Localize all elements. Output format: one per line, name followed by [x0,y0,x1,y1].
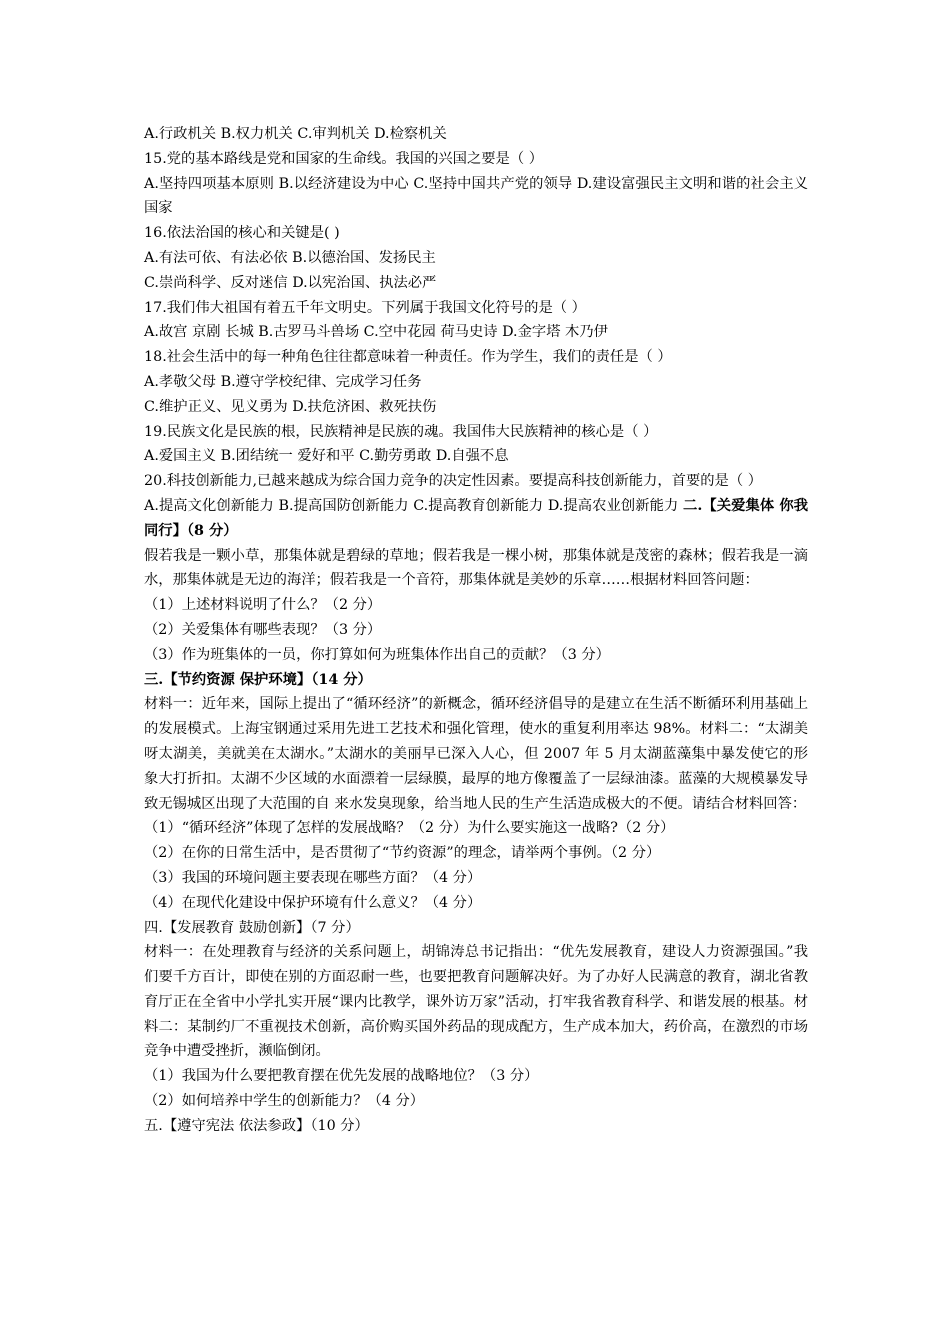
section-3-question-3: （3）我国的环境问题主要表现在哪些方面？（4 分） [144,869,482,886]
section-3-question-1: （1）“循环经济”体现了怎样的发展战略？（2 分）为什么要实施这一战略?（2 分） [144,820,675,837]
q20-options: A.提高文化创新能力 B.提高国防创新能力 C.提高教育创新能力 D.提高农业创新能力 [144,497,683,514]
q18-options-cd: C.维护正义、见义勇为 D.扶危济困、救死扶伤 [144,398,437,415]
q19-stem: 19.民族文化是民族的根，民族精神是民族的魂。我国伟大民族精神的核心是（ ） [144,423,658,440]
q20-stem: 20.科技创新能力,已越来越成为综合国力竞争的决定性因素。要提高科技创新能力，首要的是（ ） [144,473,762,490]
q14-options: A.行政机关 B.权力机关 C.审判机关 D.检察机关 [144,126,447,142]
q15-stem: 15.党的基本路线是党和国家的生命线。我国的兴国之要是（ ） [144,150,543,167]
q15-options: A.坚持四项基本原则 B.以经济建设为中心 C.坚持中国共产党的领导 D.建设富强民主文明和谐的社会主义国家 [144,175,808,217]
section-4-material: 材料一：在处理教育与经济的关系问题上，胡锦涛总书记指出：“优先发展教育，建设人力资源强国。”我们要千方百计，即使在别的方面忍耐一些，也要把教育问题解决好。为了办好人民满意的教育，湖北省教育厅正在全省中小学扎实开展“课内比教学，课外访万家”活动，打牢我省教育科学、和谐发展的根基。材料二：某制约厂不重视技术创新，高价购买国外药品的现成配方，生产成本加大，药价高，在激烈的市场竞争中遭受挫折，濒临倒闭。 [144,944,808,1060]
q18-options-ab: A.孝敬父母 B.遵守学校纪律、完成学习任务 [144,373,422,390]
section-4-question-1: （1）我国为什么要把教育摆在优先发展的战略地位？（3 分） [144,1068,539,1085]
q16-options-cd: C.崇尚科学、反对迷信 D.以宪治国、执法必严 [144,274,437,291]
section-3-question-2: （2）在你的日常生活中，是否贯彻了“节约资源”的理念，请举两个事例。（2 分） [144,845,661,862]
section-3-question-4: （4）在现代化建设中保护环境有什么意义？（4 分） [144,894,482,911]
section-4-heading: 四.【发展教育 鼓励创新】（7 分） [144,919,360,936]
q17-stem: 17.我们伟大祖国有着五千年文明史。下列属于我国文化符号的是（ ） [144,299,586,316]
section-4-question-2: （2）如何培养中学生的创新能力？（4 分） [144,1093,425,1110]
q16-options-ab: A.有法可依、有法必依 B.以德治国、发扬民主 [144,249,436,266]
q19-options: A.爱国主义 B.团结统一 爱好和平 C.勤劳勇敢 D.自强不息 [144,448,509,465]
section-2-question-2: （2）关爱集体有哪些表现？（3 分） [144,621,382,638]
section-3-material: 材料一：近年来，国际上提出了“循环经济”的新概念，循环经济倡导的是建立在生活不断循环利用基础上的发展模式。上海宝钢通过采用先进工艺技术和强化管理，使水的重复利用率达 98%。材料二：“太湖美呀太湖美，美就美在太湖水。”太湖水的美丽早已深入人心，但 2007 年 5 月太湖蓝藻集中暴发使它的形象大打折扣。太湖不少区域的水面漂着一层绿膜，最厚的地方像覆盖了一层绿油漆。蓝藻的大规模暴发导致无锡城区出现了大范围的自 来水发臭现象，给当地人民的生产生活造成极大的不便。请结合材料回答： [144,696,808,812]
section-2-heading: 二.【关爱集体 你我同行】（8 分） [144,497,808,539]
section-2-material: 假若我是一颗小草，那集体就是碧绿的草地；假若我是一棵小树，那集体就是茂密的森林；假若我是一滴水，那集体就是无边的海洋；假若我是一个音符，那集体就是美妙的乐章……根据材料回答问题： [144,547,808,589]
section-2-question-1: （1）上述材料说明了什么？（2 分） [144,597,382,614]
q18-stem: 18.社会生活中的每一种角色往往都意味着一种责任。作为学生，我们的责任是（ ） [144,349,672,366]
section-2-question-3: （3）作为班集体的一员，你打算如何为班集体作出自己的贡献？（3 分） [144,646,610,663]
q16-stem: 16.依法治国的核心和关键是( ) [144,225,340,242]
q20-options-and-section-2-heading [144,494,808,544]
section-5-heading: 五.【遵守宪法 依法参政】（10 分） [144,1117,369,1134]
q17-options: A.故宫 京剧 长城 B.古罗马斗兽场 C.空中花园 荷马史诗 D.金字塔 木乃伊 [144,324,608,341]
document-page [144,122,808,1139]
section-3-heading: 三.【节约资源 保护环境】（14 分） [144,671,372,688]
